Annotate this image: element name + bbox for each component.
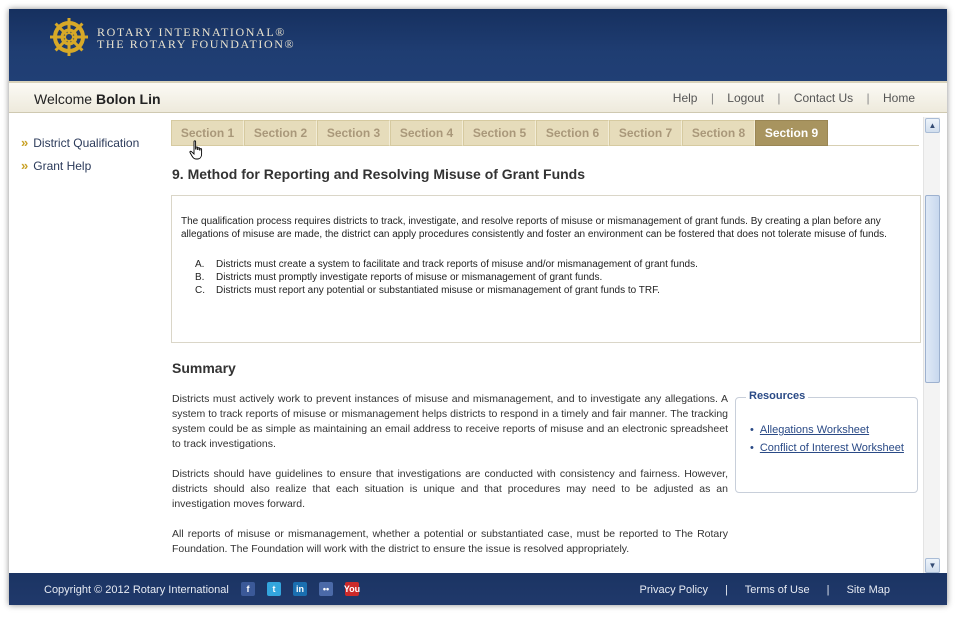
tab-section-3[interactable]: Section 3 (317, 120, 390, 146)
tab-section-5[interactable]: Section 5 (463, 120, 536, 146)
rotary-wheel-logo-icon[interactable] (49, 17, 89, 57)
list-text: Districts must report any potential or substantiated misuse or mismanagement of grant funds to TRF. (216, 285, 660, 296)
flickr-icon[interactable]: •• (319, 582, 333, 596)
scroll-up-arrow-icon[interactable]: ▲ (925, 118, 940, 133)
twitter-icon[interactable]: t (267, 582, 281, 596)
summary-paragraph: Districts should have guidelines to ensure that investigations are conducted with consistency and fairness. However, districts should also realize that each situation is unique and that procedures may need to be adjusted as an investigation moves forward. (172, 468, 728, 510)
site-footer (9, 573, 947, 605)
list-letter: C. (195, 285, 205, 296)
help-link[interactable]: Help (672, 91, 698, 105)
double-chevron-right-icon: » (21, 157, 29, 173)
list-item (195, 284, 911, 297)
youtube-icon[interactable]: You (343, 584, 361, 594)
summary-paragraph: All reports of misuse or mismanagement, whether a potential or substantiated case, must be reported to The Rotary Foundation. The Foundation will work with the district to ensure the issue is resolved appropriately. (172, 528, 728, 555)
welcome-bar (9, 81, 947, 113)
footer-separator: | (826, 584, 830, 596)
sidebar-item-label: Grant Help (33, 158, 92, 173)
logo-line-rotary-international: ROTARY INTERNATIONAL® (97, 25, 286, 39)
contact-us-link[interactable]: Contact Us (793, 91, 854, 105)
copyright-text: Copyright © 2012 Rotary International (44, 584, 229, 596)
site-header (9, 9, 947, 81)
home-link[interactable]: Home (882, 91, 915, 105)
section-title: 9. Method for Reporting and Resolving Misuse of Grant Funds (172, 166, 586, 182)
list-text: Districts must promptly investigate reports of misuse or mismanagement of grant funds. (216, 272, 603, 283)
intro-box (171, 195, 921, 343)
logo-text[interactable] (97, 26, 295, 50)
sidebar-item-label: District Qualification (33, 135, 140, 150)
summary-title: Summary (172, 360, 236, 376)
tab-section-6[interactable]: Section 6 (536, 120, 609, 146)
user-name: Bolon Lin (95, 91, 161, 107)
welcome-message (34, 91, 161, 107)
conflict-of-interest-worksheet-link[interactable]: Conflict of Interest Worksheet (759, 442, 904, 454)
tab-section-1[interactable]: Section 1 (171, 120, 244, 146)
welcome-prefix: Welcome (34, 91, 93, 107)
resources-list (750, 423, 910, 459)
sidebar-item-district-qualification[interactable] (21, 131, 171, 154)
footer-separator: | (725, 584, 728, 596)
tab-section-8[interactable]: Section 8 (682, 120, 755, 146)
summary-body (172, 392, 728, 572)
site-map-link[interactable]: Site Map (846, 584, 890, 596)
intro-paragraph: The qualification process requires districts to track, investigate, and resolve reports of misuse or mismanagement of grant funds. By creating a plan before any allegations of misuse are made, the district can apply procedures consistently and foster an environment can be fostered that does not tolerate misuse of funds. (181, 216, 887, 240)
hand-pointer-cursor-icon (189, 140, 205, 162)
list-item (750, 423, 910, 437)
logo-line-rotary-foundation: THE ROTARY FOUNDATION® (97, 37, 296, 51)
list-item (195, 271, 911, 284)
list-item (195, 258, 911, 271)
tab-section-7[interactable]: Section 7 (609, 120, 682, 146)
top-nav (673, 91, 915, 105)
tab-section-4[interactable]: Section 4 (390, 120, 463, 146)
resources-box (735, 390, 918, 493)
section-tabs (171, 120, 919, 146)
browser-page (9, 9, 947, 605)
resources-title: Resources (746, 390, 808, 402)
scroll-thumb[interactable] (925, 195, 940, 383)
tab-section-2[interactable]: Section 2 (244, 120, 317, 146)
logout-link[interactable]: Logout (727, 91, 764, 105)
social-links (241, 582, 371, 596)
nav-separator: | (777, 91, 781, 105)
scroll-down-arrow-icon[interactable]: ▼ (925, 558, 940, 573)
vertical-scrollbar[interactable] (923, 117, 940, 574)
nav-separator: | (710, 91, 714, 105)
requirements-list (181, 258, 911, 297)
list-item (750, 441, 910, 455)
double-chevron-right-icon: » (21, 134, 29, 150)
allegations-worksheet-link[interactable]: Allegations Worksheet (759, 424, 870, 436)
summary-paragraph: Districts must actively work to prevent instances of misuse and mismanagement, and to investigate any allegations. A system to track reports of misuse or mismanagement helps districts to respond in a timely and fair manner. The tracking system could be as simple as maintaining an email address to receive reports of misuse and an electronic spreadsheet to track investigations. (172, 393, 728, 450)
sidebar (21, 131, 171, 177)
facebook-icon[interactable]: f (241, 582, 255, 596)
nav-separator: | (866, 91, 870, 105)
main-content (171, 120, 923, 574)
bullet-icon: • (750, 442, 754, 454)
list-letter: B. (195, 272, 205, 283)
bullet-icon: • (750, 424, 754, 436)
list-letter: A. (195, 259, 205, 270)
sidebar-item-grant-help[interactable] (21, 154, 171, 177)
linkedin-icon[interactable]: in (293, 582, 307, 596)
list-text: Districts must create a system to facilitate and track reports of misuse and/or mismanagement of grant funds. (216, 259, 698, 270)
terms-of-use-link[interactable]: Terms of Use (744, 584, 810, 596)
tab-section-9[interactable]: Section 9 (755, 120, 828, 146)
privacy-policy-link[interactable]: Privacy Policy (639, 584, 709, 596)
footer-links (640, 584, 890, 596)
